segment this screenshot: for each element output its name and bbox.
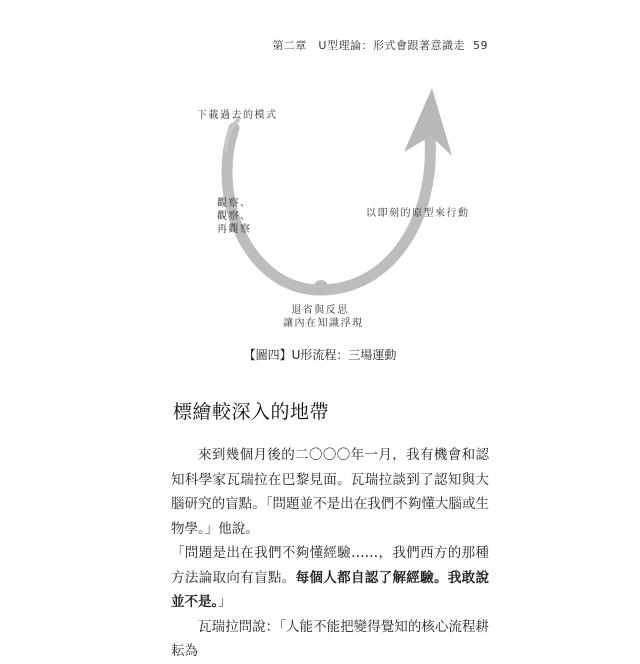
chapter-title: 第二章 U型理論：形式會跟著意識走	[272, 39, 465, 52]
label-retreat-line-2: 讓內在知識浮現	[283, 318, 364, 329]
label-downloading: 下載過去的模式	[197, 110, 278, 121]
body-text	[171, 443, 489, 664]
label-observe-line-2: 觀察、	[217, 211, 252, 222]
label-prototype-act: 以即刻的原型來行動	[366, 208, 470, 219]
label-retreat-reflect	[283, 304, 364, 330]
label-retreat-line-1: 退省與反思	[291, 305, 349, 316]
paragraph-2-emphasis: 每個人都自認了解經驗。我敢說並不是。	[171, 569, 490, 610]
paragraph-1: 來到幾個月後的二〇〇〇年一月，我有機會和認知科學家瓦瑞拉在巴黎見面。瓦瑞拉談到了認知與大腦研究的盲點。「問題並不是出在我們不夠懂大腦或生物學。」他說。	[171, 447, 489, 537]
u-bottom-dot	[314, 280, 328, 294]
page-number: 59	[473, 39, 488, 52]
label-observe	[217, 197, 252, 236]
paragraph-2	[171, 541, 489, 615]
section-title: 標繪較深入的地帶	[173, 401, 330, 423]
paragraph-3: 瓦瑞拉問說：「人能不能把變得覺知的核心流程耕耘為	[171, 618, 489, 659]
paragraph-2-part-c: 」	[218, 594, 232, 610]
label-observe-line-3: 再觀察	[217, 224, 252, 235]
paragraph-2-part-a: 「問題是出在我們不夠懂經驗……，我們西方的那種方法論取向有盲點。	[171, 545, 489, 586]
label-observe-line-1: 觀察、	[217, 198, 252, 209]
figure-caption: 【圖四】U形流程：三場運動	[243, 348, 397, 362]
